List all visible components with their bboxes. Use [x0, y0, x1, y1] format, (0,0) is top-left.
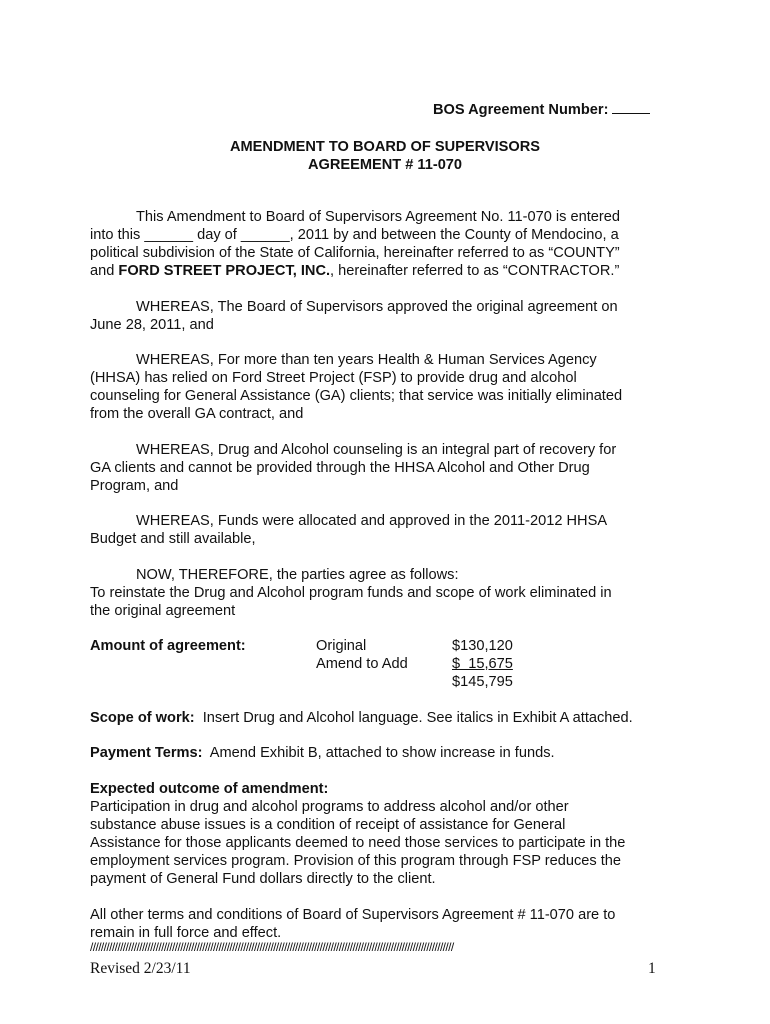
bos-agreement-number-label: BOS Agreement Number:	[433, 102, 609, 118]
original-label: Original	[316, 638, 367, 654]
title-line-1: AMENDMENT TO BOARD OF SUPERVISORS	[229, 139, 540, 155]
amend-value: $ 15,675	[452, 656, 513, 672]
intro-line-4-post: , hereinafter referred to as “CONTRACTOR.”	[330, 263, 620, 279]
intro-line-3: political subdivision of the State of California, hereinafter referred to as “COUNTY”	[90, 245, 620, 261]
whereas3-line-3: Program, and	[90, 478, 179, 494]
therefore-line-2: To reinstate the Drug and Alcohol program funds and scope of work eliminated in	[90, 585, 612, 601]
whereas4-line-1: WHEREAS, Funds were allocated and approved in the 2011-2012 HHSA	[136, 513, 608, 529]
whereas2-line-1: WHEREAS, For more than ten years Health & Human Services Agency	[136, 352, 597, 368]
intro-line-4	[90, 262, 619, 280]
whereas4-line-2: Budget and still available,	[90, 531, 256, 547]
intro-line-1: This Amendment to Board of Supervisors Agreement No. 11-070 is entered	[136, 209, 621, 225]
whereas3-line-2: GA clients and cannot be provided through the HHSA Alcohol and Other Drug	[90, 460, 590, 476]
title-line-2: AGREEMENT # 11-070	[307, 157, 463, 173]
closing-line-1: All other terms and conditions of Board of Supervisors Agreement # 11-070 are to	[90, 907, 616, 923]
outcome-line-3: Assistance for those applicants deemed to need those services to participate in the	[90, 835, 626, 851]
therefore-line-1: NOW, THEREFORE, the parties agree as follows:	[136, 567, 459, 583]
original-value: $130,120	[452, 638, 513, 654]
page-number: 1	[648, 960, 656, 977]
outcome-label: Expected outcome of amendment:	[90, 781, 329, 797]
whereas2-line-2: (HHSA) has relied on Ford Street Project (FSP) to provide drug and alcohol	[90, 370, 577, 386]
scope-text: Insert Drug and Alcohol language. See italics in Exhibit A attached.	[202, 710, 633, 726]
outcome-line-2: substance abuse issues is a condition of receipt of assistance for General	[90, 817, 566, 833]
whereas1-line-1: WHEREAS, The Board of Supervisors approved the original agreement on	[136, 299, 618, 315]
closing-line-2: remain in full force and effect.	[90, 925, 282, 941]
whereas3-line-1: WHEREAS, Drug and Alcohol counseling is an integral part of recovery for	[136, 442, 617, 458]
intro-line-4-pre: and	[90, 263, 119, 279]
whereas2-line-4: from the overall GA contract, and	[90, 406, 304, 422]
bos-agreement-number	[433, 101, 650, 119]
payment-terms	[90, 744, 555, 762]
contractor-name: FORD STREET PROJECT, INC.	[118, 263, 331, 279]
payment-label: Payment Terms:	[90, 745, 203, 761]
outcome-line-4: employment services program. Provision of this program through FSP reduces the	[90, 853, 622, 869]
scope-label: Scope of work:	[90, 710, 195, 726]
revised-date: Revised 2/23/11	[90, 960, 191, 977]
outcome-line-5: payment of General Fund dollars directly to the client.	[90, 871, 436, 887]
bos-number-blank	[612, 101, 650, 114]
amount-label: Amount of agreement:	[90, 638, 246, 654]
payment-text: Amend Exhibit B, attached to show increase in funds.	[209, 745, 555, 761]
amend-label: Amend to Add	[316, 656, 408, 672]
therefore-line-3: the original agreement	[90, 603, 236, 619]
total-value: $145,795	[452, 674, 513, 690]
outcome-line-1: Participation in drug and alcohol programs to address alcohol and/or other	[90, 799, 569, 815]
scope-of-work	[90, 709, 633, 727]
whereas2-line-3: counseling for General Assistance (GA) clients; that service was initially eliminated	[90, 388, 623, 404]
intro-line-2: into this ______ day of ______, 2011 by and between the County of Mendocino, a	[90, 227, 619, 243]
whereas1-line-2: June 28, 2011, and	[90, 317, 214, 333]
slash-divider: /////////////////////////////////////////////////////////////////////////////////////////////////////////////////////////////////////	[90, 940, 454, 954]
